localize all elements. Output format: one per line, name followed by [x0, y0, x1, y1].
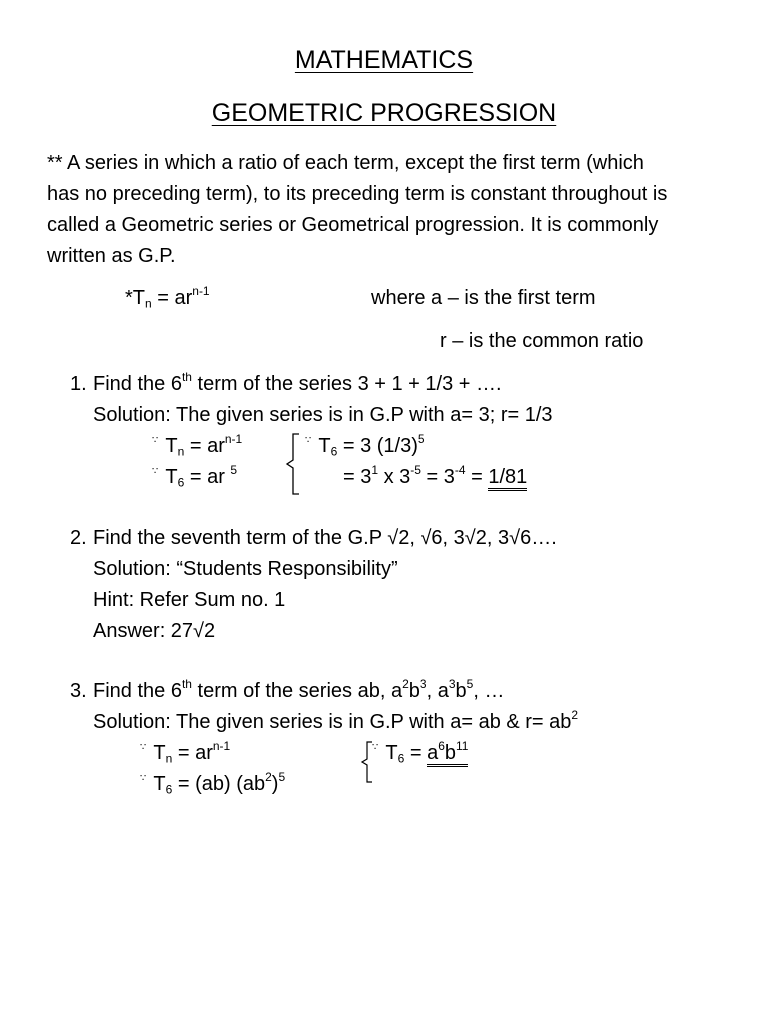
- where-r-definition: r – is the common ratio: [440, 330, 644, 352]
- q1-answer: 1/81: [488, 466, 527, 491]
- q1-brace: [284, 432, 304, 496]
- q1-solution: Solution: The given series is in G.P with a= 3; r= 1/3: [93, 404, 553, 426]
- q2-solution: Solution: “Students Responsibility”: [93, 558, 398, 580]
- because-symbol: ∵: [152, 435, 160, 446]
- q3-step-tn: ∵ $T_n = ar^{n-1}$: [140, 739, 231, 766]
- because-symbol: ∵: [140, 773, 148, 784]
- q3-answer: $a^6b^{11}$: [427, 742, 468, 767]
- because-symbol: ∵: [152, 466, 160, 477]
- because-symbol: ∵: [305, 435, 313, 446]
- intro-line-3: called a Geometric series or Geometrical progression. It is commonly: [47, 214, 659, 236]
- page-title: MATHEMATICS: [294, 46, 474, 74]
- because-symbol: ∵: [140, 742, 148, 753]
- general-term-formula: $*T_n = ar^{n-1}$: [125, 284, 210, 311]
- q1-step-t6: ∵ $T_6$ = ar $^5$: [152, 463, 238, 490]
- q2-answer: Answer: 27√2: [93, 620, 216, 642]
- q3-number: 3.: [70, 680, 87, 702]
- because-symbol: ∵: [372, 742, 380, 753]
- q1-number: 1.: [70, 373, 87, 395]
- q2-number: 2.: [70, 527, 87, 549]
- q3-right-step-1: ∵ $T_6 = a^6b^{11}$: [372, 739, 469, 766]
- q3-step-t6: ∵ $T_6 = (ab)$ $(ab^2)^5$: [140, 770, 286, 797]
- intro-paragraph: [47, 148, 727, 272]
- intro-line-2: has no preceding term), to its preceding term is constant throughout is: [47, 183, 668, 205]
- q3-question: Find the 6th term of the series ab, $a^2b^3$, $a^3b^5$, …: [93, 677, 505, 702]
- page-subtitle: GEOMETRIC PROGRESSION: [211, 99, 557, 127]
- intro-line-4: written as G.P.: [47, 245, 176, 267]
- q3-solution: Solution: The given series is in G.P with a= ab & $r= ab^2$: [93, 708, 579, 733]
- q1-step-tn: ∵ $T_n = ar^{n-1}$: [152, 432, 243, 459]
- q1-question: Find the 6th term of the series 3 + 1 + 1/3 + ….: [93, 370, 502, 395]
- q2-hint: Hint: Refer Sum no. 1: [93, 589, 286, 611]
- q1-right-step-1: ∵ $T_6 = 3$ $(1/3)^5$: [305, 432, 425, 459]
- intro-line-1: ** A series in which a ratio of each term, except the first term (which: [47, 152, 644, 174]
- q1-right-step-2: = $3^1$ x $3^{-5} = 3^{-4} = 1/81$: [343, 467, 527, 487]
- where-a-definition: where a – is the first term: [371, 287, 596, 309]
- q2-question: Find the seventh term of the G.P √2, √6, 3√2, 3√6….: [93, 527, 557, 549]
